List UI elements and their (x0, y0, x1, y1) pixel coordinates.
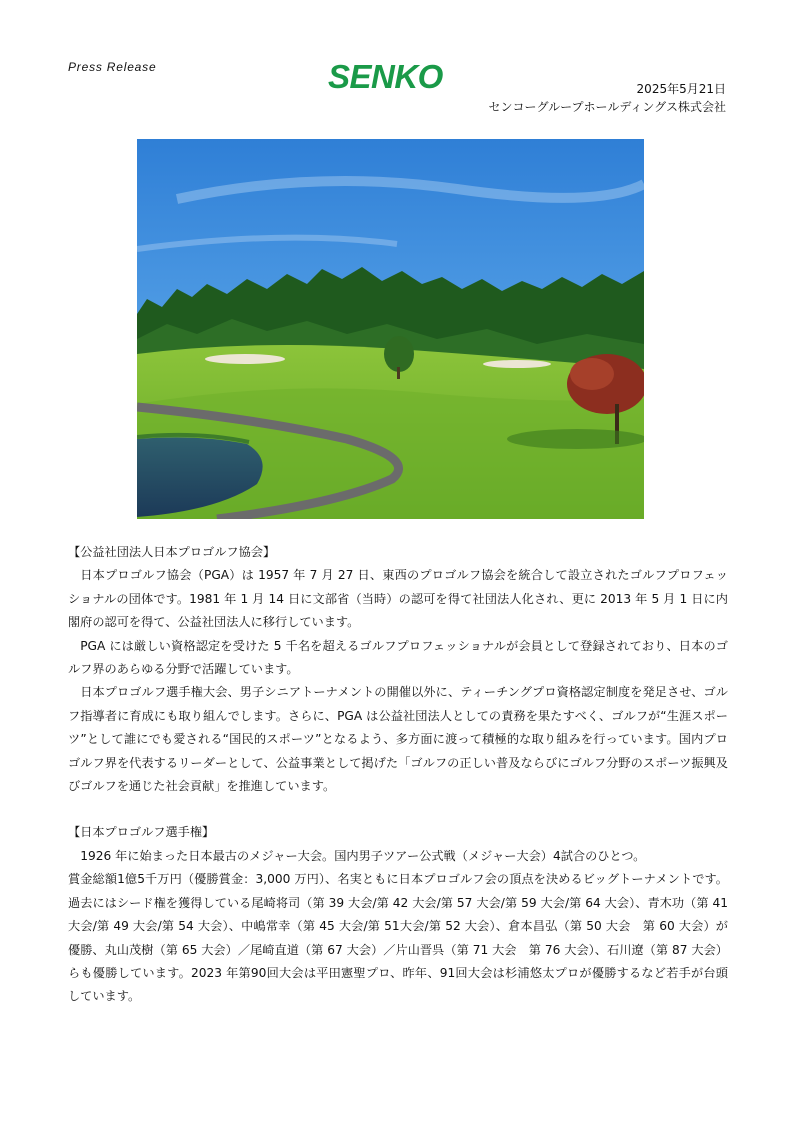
section-heading-pga: 【公益社団法人日本プロゴルフ協会】 (68, 545, 276, 559)
company-name: センコーグループホールディングス株式会社 (488, 100, 726, 114)
pga-paragraph-2: PGA には厳しい資格認定を受けた 5 千名を超えるゴルフプロフェッショナルが会員として登録されており、日本のゴルフ界のあらゆる分野で活躍しています。 (68, 638, 728, 677)
pga-paragraph-1: 日本プロゴルフ協会（PGA）は 1957 年 7 月 27 日、東西のプロゴルフ協会を統合して設立されたゴルフプロフェッショナルの団体です。1981 年 1 月 14 日に文部省（当時）の認可を得て社団法人化され、更に 2013 年 5 月 1 日に内閣府の認可を得て、公益社団法人に移行しています。 (68, 568, 728, 630)
pga-paragraph-3: 日本プロゴルフ選手権大会、男子シニアトーナメントの開催以外に、ティーチングプロ資格認定制度を発足させ、ゴルフ指導者に育成にも取り組んでします。さらに、PGA は公益社団法人としての責務を果たすべく、ゴルフが“生涯スポーツ”として誰にでも愛される“国民的スポーツ”となるよう、多方面に渡って積極的な取り組みを行っています。国内プロゴルフ界を代表するリーダーとして、公益事業として掲げた「ゴルフの正しい普及ならびにゴルフ分野のスポーツ振興及びゴルフを通じた社会貢献」を推進しています。 (68, 685, 728, 794)
golf-course-photo (137, 139, 644, 519)
press-release-label: Press Release (68, 60, 157, 74)
section-heading-championship: 【日本プロゴルフ選手権】 (68, 825, 215, 840)
championship-paragraph-1: 1926 年に始まった日本最古のメジャー大会。国内男子ツアー公式戦（メジャー大会）4試合のひとつ。 (80, 848, 646, 863)
main-text (68, 541, 728, 1009)
release-date: 2025年5月21日 (636, 82, 726, 96)
senko-logo: SENKO (328, 58, 443, 95)
championship-paragraph-2: 賞金総額1億5千万円（優勝賞金：3,000 万円）、名実ともに日本プロゴルフ会の頂点を決めるビッグトーナメントです。過去にはシード権を獲得している尾崎将司（第 39 大会/第 42 大会/第 57 大会/第 59 大会/第 64 大会）、青木功（第 41 大会/第 49 大会/第 54 大会）、中嶋常幸（第 45 大会/第 51大会/第 52 大会）、倉本昌弘（第 50 大会 第 60 大会）が優勝、丸山茂樹（第 65 大会）／尾崎直道（第 67 大会）／片山晋呉（第 71 大会 第 76 大会）、石川遼（第 87 大会）らも優勝しています。2023 年第90回大会は平田憲聖プロ、昨年、91回大会は杉浦悠太プロが優勝するなど若手が台頭しています。 (68, 872, 728, 1004)
